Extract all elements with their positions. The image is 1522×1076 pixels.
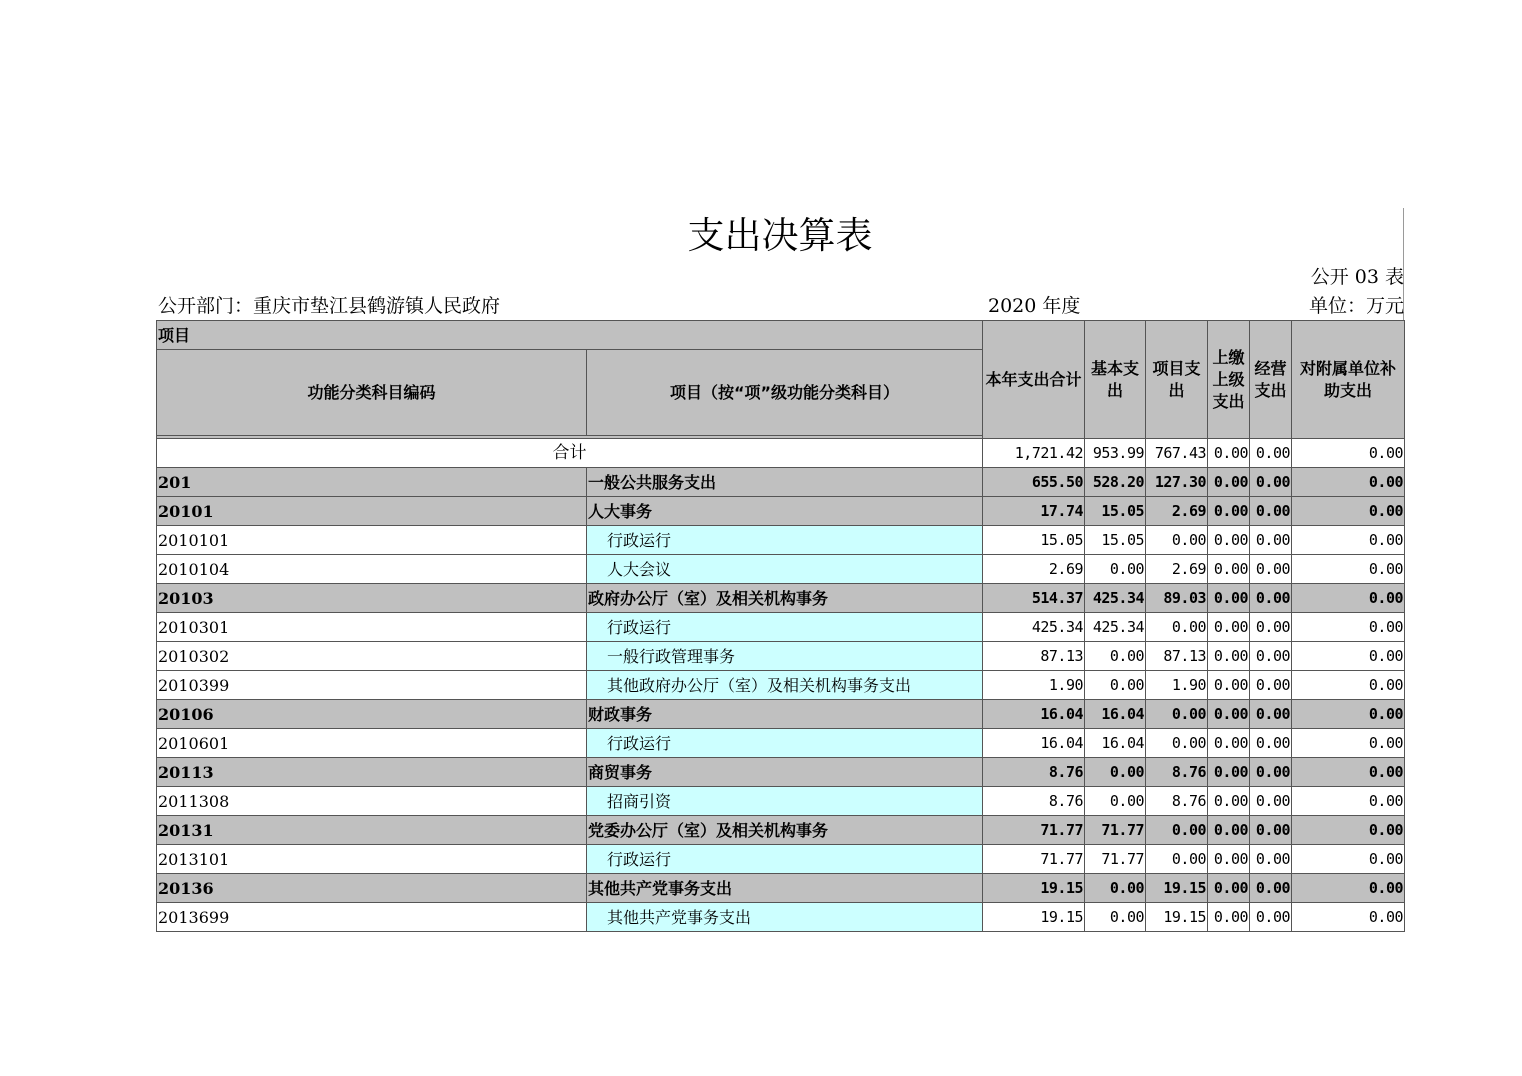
row-total: 8.76 (983, 787, 1085, 816)
row-upper: 0.00 (1208, 874, 1250, 903)
row-upper: 0.00 (1208, 787, 1250, 816)
table-row (157, 497, 1405, 526)
row-subsidy: 0.00 (1292, 845, 1405, 874)
row-subsidy: 0.00 (1292, 700, 1405, 729)
row-upper: 0.00 (1208, 700, 1250, 729)
row-upper: 0.00 (1208, 613, 1250, 642)
row-code: 2010601 (157, 729, 587, 758)
row-project-expense: 19.15 (1146, 874, 1208, 903)
row-basic: 0.00 (1085, 874, 1146, 903)
table-row (157, 700, 1405, 729)
row-name: 商贸事务 (587, 758, 983, 787)
header-business: 经营支出 (1250, 321, 1292, 439)
row-name: 其他政府办公厅（室）及相关机构事务支出 (587, 671, 983, 700)
row-name: 人大会议 (587, 555, 983, 584)
row-project-expense: 19.15 (1146, 903, 1208, 932)
row-total: 15.05 (983, 526, 1085, 555)
row-code: 20103 (157, 584, 587, 613)
row-total: 19.15 (983, 874, 1085, 903)
table-row (157, 729, 1405, 758)
unit-label: 单位：万元 (1308, 295, 1404, 317)
row-business: 0.00 (1250, 787, 1292, 816)
row-business: 0.00 (1250, 584, 1292, 613)
table-row (157, 555, 1405, 584)
row-subsidy: 0.00 (1292, 874, 1405, 903)
row-subsidy: 0.00 (1292, 642, 1405, 671)
row-total: 16.04 (983, 700, 1085, 729)
header-project: 项目 (157, 321, 983, 350)
row-basic: 16.04 (1085, 700, 1146, 729)
page-title: 支出决算表 (687, 214, 873, 257)
row-subsidy: 0.00 (1292, 526, 1405, 555)
row-subsidy: 0.00 (1292, 497, 1405, 526)
row-total: 2.69 (983, 555, 1085, 584)
row-total: 17.74 (983, 497, 1085, 526)
row-upper: 0.00 (1208, 468, 1250, 497)
row-code: 2013699 (157, 903, 587, 932)
row-business: 0.00 (1250, 555, 1292, 584)
row-project-expense: 0.00 (1146, 729, 1208, 758)
row-code: 2010104 (157, 555, 587, 584)
row-business: 0.00 (1250, 526, 1292, 555)
total-business: 0.00 (1250, 439, 1292, 468)
row-business: 0.00 (1250, 816, 1292, 845)
row-upper: 0.00 (1208, 497, 1250, 526)
table-row (157, 903, 1405, 932)
row-subsidy: 0.00 (1292, 903, 1405, 932)
total-label: 合计 (157, 439, 983, 468)
header-project-expense: 项目支出 (1146, 321, 1208, 439)
sheet-number: 公开 03 表 (1310, 266, 1404, 288)
row-total: 655.50 (983, 468, 1085, 497)
table-row (157, 584, 1405, 613)
row-basic: 528.20 (1085, 468, 1146, 497)
row-business: 0.00 (1250, 845, 1292, 874)
total-total: 1,721.42 (983, 439, 1085, 468)
header-upper: 上缴上级支出 (1208, 321, 1250, 439)
row-project-expense: 127.30 (1146, 468, 1208, 497)
row-subsidy: 0.00 (1292, 787, 1405, 816)
row-project-expense: 8.76 (1146, 758, 1208, 787)
table-row (157, 468, 1405, 497)
row-code: 2010101 (157, 526, 587, 555)
row-total: 1.90 (983, 671, 1085, 700)
row-project-expense: 89.03 (1146, 584, 1208, 613)
row-code: 2010301 (157, 613, 587, 642)
row-basic: 15.05 (1085, 497, 1146, 526)
row-basic: 71.77 (1085, 816, 1146, 845)
row-business: 0.00 (1250, 468, 1292, 497)
row-basic: 0.00 (1085, 903, 1146, 932)
table-row (157, 874, 1405, 903)
header-code: 功能分类科目编码 (157, 350, 587, 436)
row-basic: 0.00 (1085, 758, 1146, 787)
total-upper: 0.00 (1208, 439, 1250, 468)
table-row (157, 816, 1405, 845)
row-basic: 0.00 (1085, 671, 1146, 700)
row-code: 20101 (157, 497, 587, 526)
row-business: 0.00 (1250, 642, 1292, 671)
row-basic: 0.00 (1085, 642, 1146, 671)
total-basic: 953.99 (1085, 439, 1146, 468)
row-total: 19.15 (983, 903, 1085, 932)
row-total: 16.04 (983, 729, 1085, 758)
row-name: 行政运行 (587, 845, 983, 874)
row-basic: 0.00 (1085, 787, 1146, 816)
header-total: 本年支出合计 (983, 321, 1085, 439)
row-subsidy: 0.00 (1292, 468, 1405, 497)
row-upper: 0.00 (1208, 758, 1250, 787)
row-basic: 16.04 (1085, 729, 1146, 758)
row-basic: 15.05 (1085, 526, 1146, 555)
row-business: 0.00 (1250, 903, 1292, 932)
row-project-expense: 87.13 (1146, 642, 1208, 671)
row-name: 其他共产党事务支出 (587, 903, 983, 932)
row-code: 2013101 (157, 845, 587, 874)
table-row (157, 613, 1405, 642)
header-basic: 基本支出 (1085, 321, 1146, 439)
row-name: 其他共产党事务支出 (587, 874, 983, 903)
row-subsidy: 0.00 (1292, 729, 1405, 758)
table-row (157, 526, 1405, 555)
row-code: 2010399 (157, 671, 587, 700)
row-code: 20113 (157, 758, 587, 787)
row-name: 政府办公厅（室）及相关机构事务 (587, 584, 983, 613)
row-upper: 0.00 (1208, 642, 1250, 671)
row-upper: 0.00 (1208, 729, 1250, 758)
row-upper: 0.00 (1208, 555, 1250, 584)
row-business: 0.00 (1250, 700, 1292, 729)
row-total: 87.13 (983, 642, 1085, 671)
row-business: 0.00 (1250, 729, 1292, 758)
row-subsidy: 0.00 (1292, 584, 1405, 613)
row-code: 2011308 (157, 787, 587, 816)
header-subsidy: 对附属单位补助支出 (1292, 321, 1405, 439)
row-project-expense: 0.00 (1146, 700, 1208, 729)
row-subsidy: 0.00 (1292, 816, 1405, 845)
total-subsidy: 0.00 (1292, 439, 1405, 468)
table-row (157, 671, 1405, 700)
row-upper: 0.00 (1208, 526, 1250, 555)
table-row (157, 787, 1405, 816)
row-business: 0.00 (1250, 497, 1292, 526)
row-total: 71.77 (983, 816, 1085, 845)
row-code: 20106 (157, 700, 587, 729)
row-code: 20136 (157, 874, 587, 903)
row-project-expense: 0.00 (1146, 613, 1208, 642)
year-label: 2020 年度 (988, 295, 1081, 317)
row-project-expense: 1.90 (1146, 671, 1208, 700)
row-upper: 0.00 (1208, 584, 1250, 613)
row-subsidy: 0.00 (1292, 671, 1405, 700)
row-subsidy: 0.00 (1292, 758, 1405, 787)
row-project-expense: 0.00 (1146, 845, 1208, 874)
row-upper: 0.00 (1208, 845, 1250, 874)
row-code: 201 (157, 468, 587, 497)
row-name: 人大事务 (587, 497, 983, 526)
row-code: 20131 (157, 816, 587, 845)
row-project-expense: 2.69 (1146, 497, 1208, 526)
row-total: 514.37 (983, 584, 1085, 613)
row-name: 招商引资 (587, 787, 983, 816)
row-total: 425.34 (983, 613, 1085, 642)
row-project-expense: 0.00 (1146, 526, 1208, 555)
row-business: 0.00 (1250, 758, 1292, 787)
row-name: 行政运行 (587, 729, 983, 758)
row-name: 一般行政管理事务 (587, 642, 983, 671)
row-business: 0.00 (1250, 671, 1292, 700)
row-subsidy: 0.00 (1292, 613, 1405, 642)
row-business: 0.00 (1250, 874, 1292, 903)
row-project-expense: 8.76 (1146, 787, 1208, 816)
row-total: 8.76 (983, 758, 1085, 787)
row-basic: 0.00 (1085, 555, 1146, 584)
row-basic: 425.34 (1085, 584, 1146, 613)
row-total: 71.77 (983, 845, 1085, 874)
table-row (157, 845, 1405, 874)
row-upper: 0.00 (1208, 903, 1250, 932)
row-subsidy: 0.00 (1292, 555, 1405, 584)
row-code: 2010302 (157, 642, 587, 671)
row-basic: 425.34 (1085, 613, 1146, 642)
row-name: 一般公共服务支出 (587, 468, 983, 497)
total-row (157, 439, 1405, 468)
row-project-expense: 0.00 (1146, 816, 1208, 845)
row-basic: 71.77 (1085, 845, 1146, 874)
row-name: 党委办公厅（室）及相关机构事务 (587, 816, 983, 845)
row-name: 财政事务 (587, 700, 983, 729)
row-upper: 0.00 (1208, 816, 1250, 845)
expenditure-table (156, 320, 1405, 932)
row-upper: 0.00 (1208, 671, 1250, 700)
header-name: 项目（按“项”级功能分类科目） (587, 350, 983, 436)
table-row (157, 642, 1405, 671)
row-name: 行政运行 (587, 613, 983, 642)
total-project-expense: 767.43 (1146, 439, 1208, 468)
table-row (157, 758, 1405, 787)
department-label: 公开部门：重庆市垫江县鹤游镇人民政府 (158, 295, 501, 317)
row-project-expense: 2.69 (1146, 555, 1208, 584)
row-business: 0.00 (1250, 613, 1292, 642)
row-name: 行政运行 (587, 526, 983, 555)
